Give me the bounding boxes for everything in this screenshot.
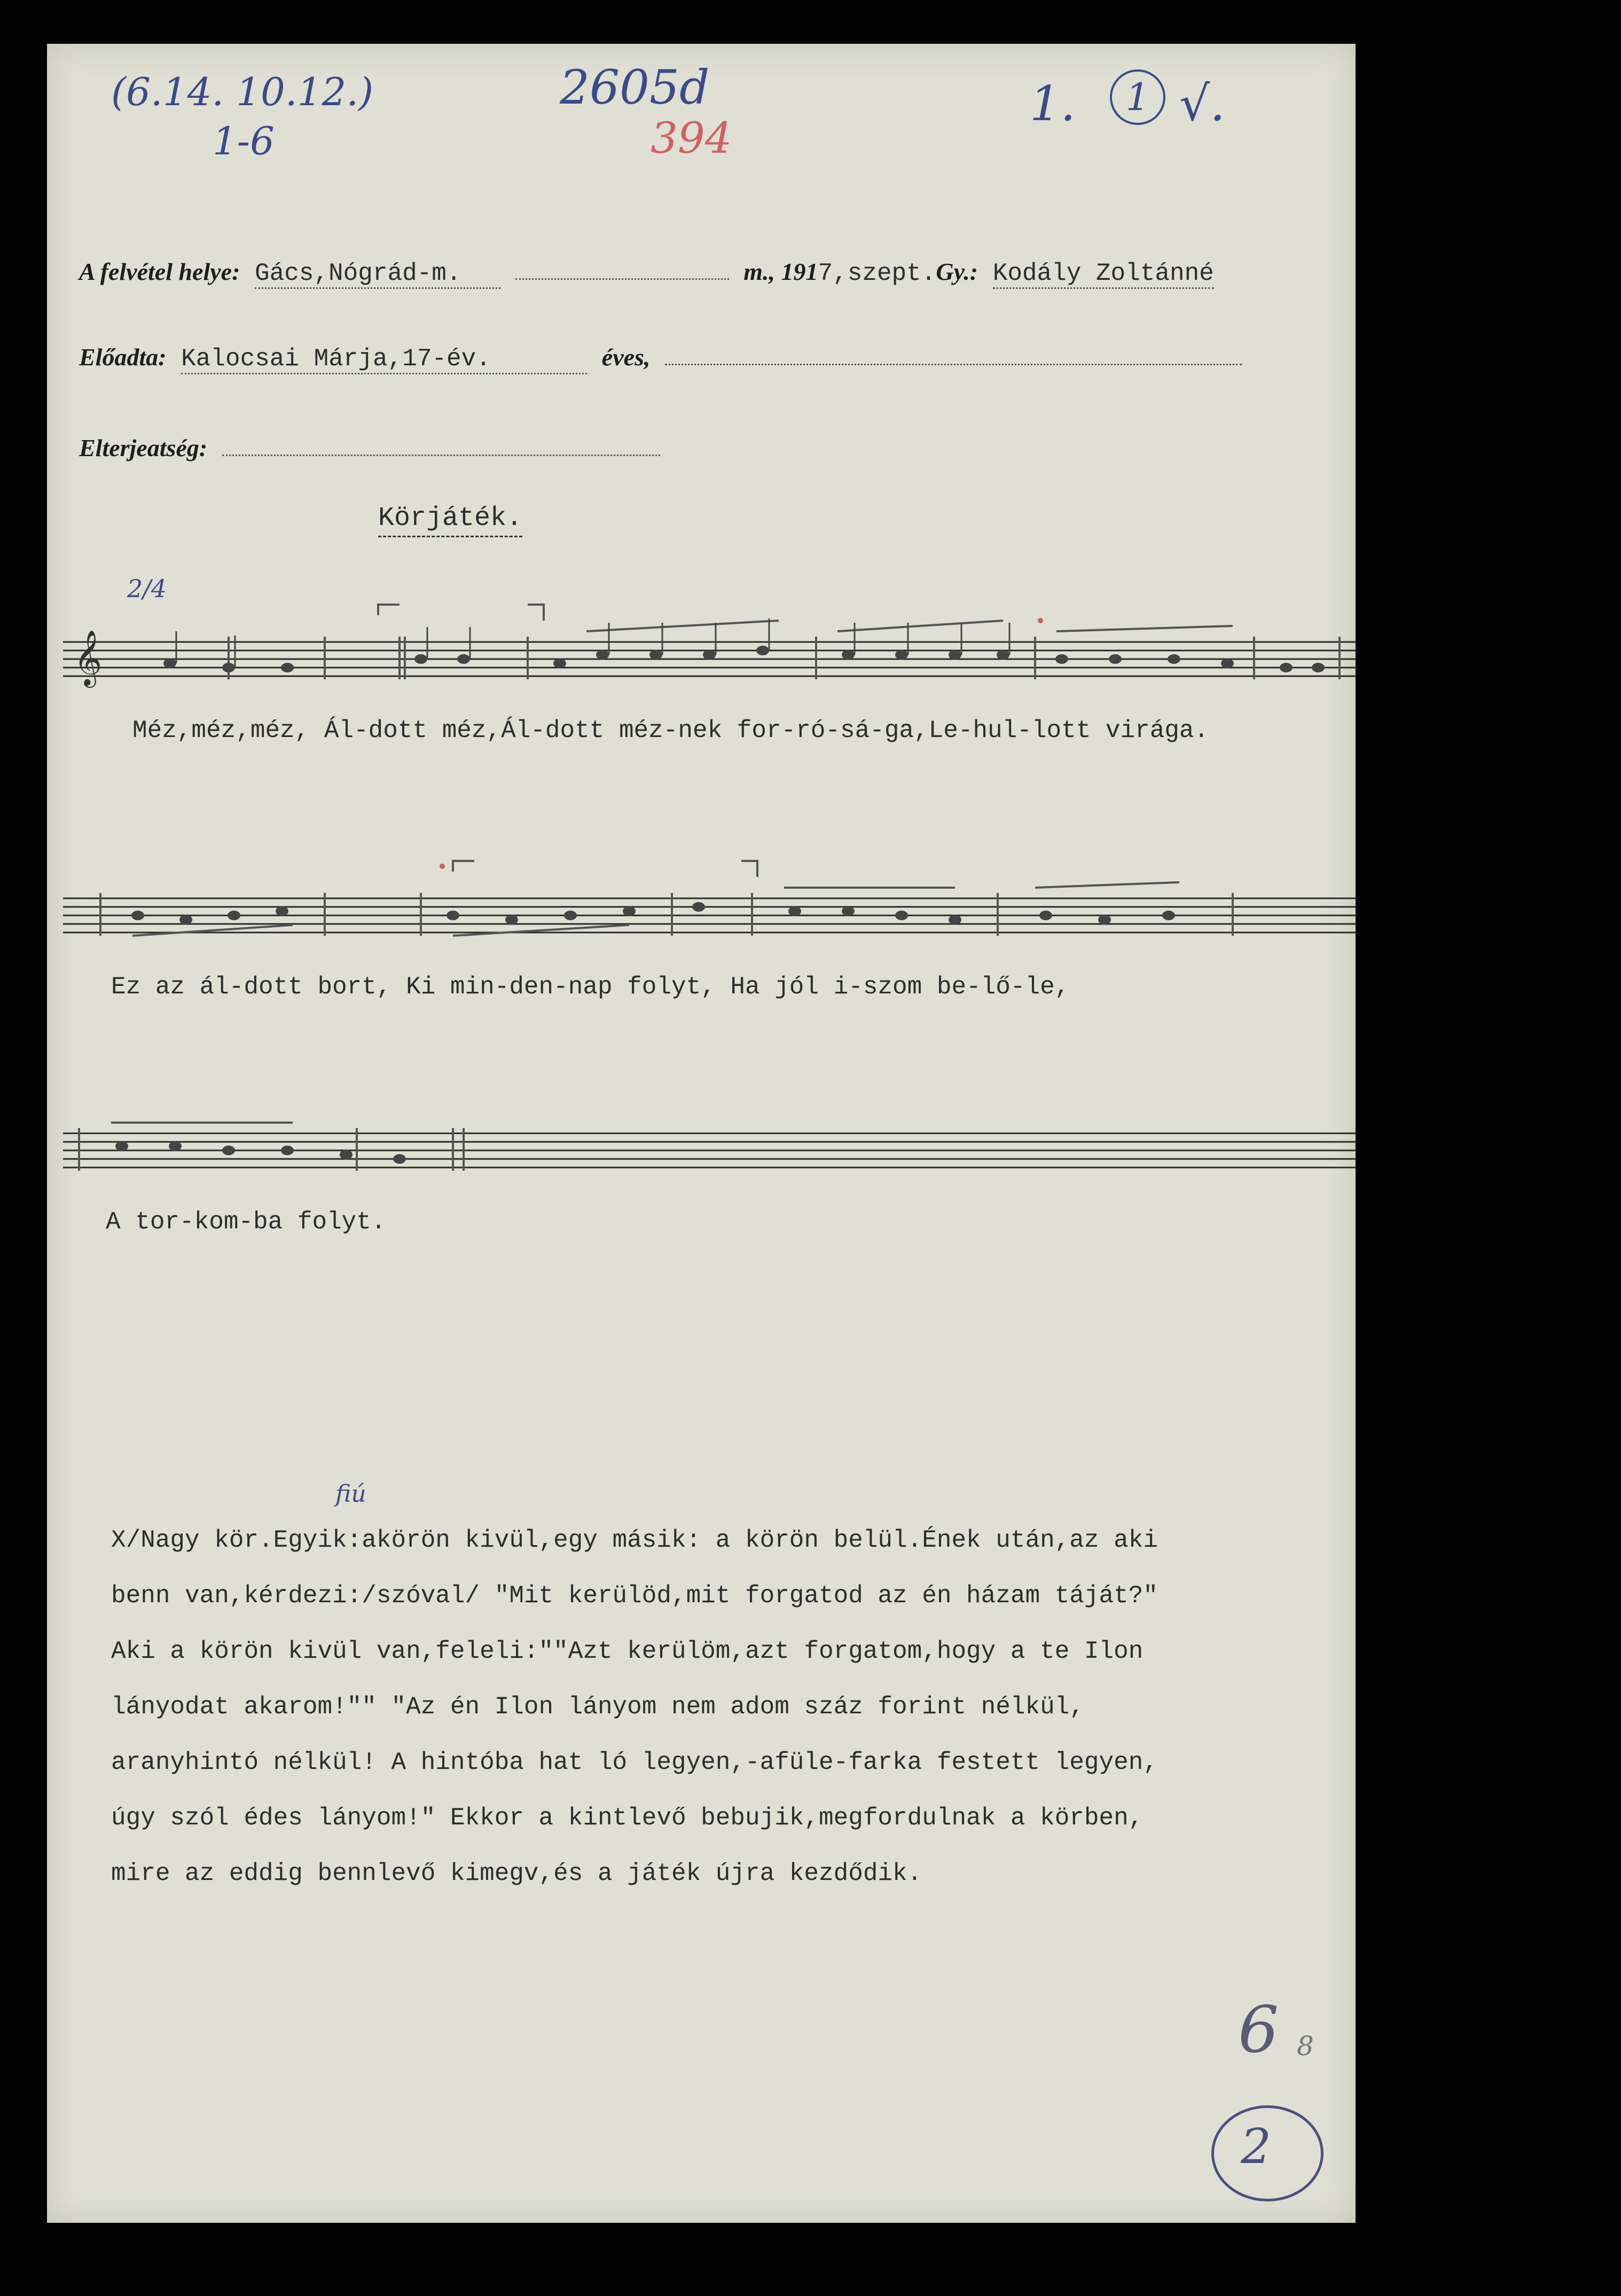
time-signature: 2/4 bbox=[127, 574, 167, 603]
description-line: aranyhintó nélkül! A hintóba hat ló legyen,-afüle-farka festett legyen, bbox=[111, 1749, 1158, 1776]
place-field bbox=[255, 260, 500, 289]
spread-label: Elterjeatség: bbox=[79, 434, 208, 461]
place-dotted-space bbox=[515, 278, 729, 280]
music-staff-2 bbox=[47, 856, 1356, 962]
music-staff-1 bbox=[47, 599, 1356, 706]
lyrics-line-3: A tor-kom-ba folyt. bbox=[106, 1208, 386, 1236]
place-value: Gács bbox=[255, 260, 314, 287]
document-page bbox=[47, 44, 1356, 2223]
catalog-number: 2605d bbox=[560, 60, 710, 115]
description-line: Aki a körön kivül van,feleli:""Azt kerülöm,azt forgatom,hogy a te Ilon bbox=[111, 1637, 1144, 1665]
county-value: ,Nógrád-m. bbox=[314, 260, 461, 287]
description-line: X/Nagy kör.Egyik:akörön kivül,egy másik: a körön belül.Ének után,az aki bbox=[111, 1526, 1158, 1554]
treble-clef-icon: 𝄞 bbox=[74, 630, 103, 686]
header-line-3 bbox=[79, 434, 660, 464]
bottom-number: 6 bbox=[1238, 1993, 1279, 2067]
performer-label: Előadta: bbox=[79, 343, 167, 371]
collector-value: Kodály Zoltánné bbox=[993, 260, 1214, 289]
bottom-small-number: 8 bbox=[1297, 2031, 1314, 2062]
collector-label: Gy.: bbox=[936, 258, 978, 285]
music-staff-3 bbox=[47, 1091, 1356, 1197]
age-label: éves, bbox=[601, 343, 651, 371]
range-note: 1-6 bbox=[213, 119, 275, 163]
game-description bbox=[111, 1513, 1158, 1901]
lyrics-line-1: Méz,méz,méz, Ál-dott méz,Ál-dott méz-nek for-ró-sá-ga,Le-hul-lott virága. bbox=[132, 717, 1209, 745]
circled-number: 1 bbox=[1110, 69, 1165, 125]
red-number: 394 bbox=[651, 113, 732, 163]
year-digit: 7 bbox=[818, 260, 833, 287]
place-label: A felvétel helye: bbox=[79, 258, 240, 285]
description-line: lányodat akarom!"" "Az én Ilon lányom nem adom száz forint nélkül, bbox=[111, 1693, 1084, 1721]
description-line: úgy szól édes lányom!" Ekkor a kintlevő bebujik,megfordulnak a körben, bbox=[111, 1804, 1144, 1832]
performer-value: Kalocsai Márja,17-év. bbox=[181, 345, 587, 374]
bracket-note: (6.14. 10.12.) bbox=[111, 69, 374, 114]
stamp-number: 2 bbox=[1241, 2119, 1272, 2175]
circled-stamp bbox=[1211, 2105, 1324, 2201]
header-line-2 bbox=[79, 343, 1242, 374]
lyrics-line-2: Ez az ál-dott bort, Ki min-den-nap folyt, Ha jól i-szom be-lő-le, bbox=[111, 973, 1070, 1001]
corner-mark-b: √. bbox=[1179, 76, 1225, 132]
spread-dotted-space bbox=[222, 455, 660, 456]
description-line: benn van,kérdezi:/szóval/ "Mit kerülöd,mit forgatod az én házam táját?" bbox=[111, 1582, 1158, 1610]
county-suffix: m., 191 bbox=[743, 258, 818, 285]
corner-mark: 1. bbox=[1030, 76, 1076, 132]
age-dotted-space bbox=[665, 364, 1242, 365]
song-title: Körjáték. bbox=[378, 503, 522, 537]
description-line: mire az eddig bennlevő kimegv,és a játék újra kezdődik. bbox=[111, 1860, 922, 1887]
date-value: ,szept. bbox=[833, 260, 936, 287]
header-line-1 bbox=[79, 257, 1214, 289]
correction-note: fiú bbox=[335, 1480, 366, 1508]
